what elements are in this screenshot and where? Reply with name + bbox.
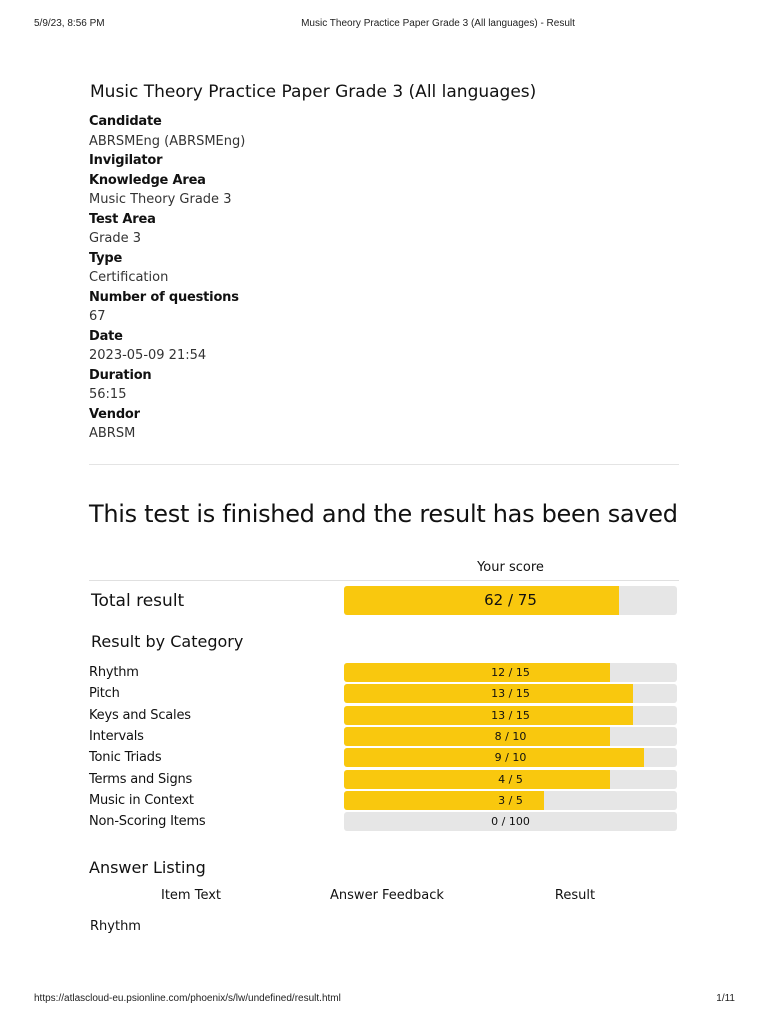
vendor-label: Vendor: [89, 406, 140, 422]
section-divider: [89, 464, 679, 465]
category-name: Terms and Signs: [89, 772, 193, 787]
date-label: Date: [89, 328, 123, 344]
print-url: https://atlascloud-eu.psionline.com/phoenix/s/lw/undefined/result.html: [34, 993, 341, 1004]
date-value: 2023-05-09 21:54: [89, 348, 207, 363]
category-name: Rhythm: [89, 665, 139, 680]
duration-label: Duration: [89, 367, 152, 383]
category-score-bar: [344, 684, 677, 703]
score-header-rule: [89, 580, 679, 581]
category-score-bar: [344, 812, 677, 831]
invigilator-label: Invigilator: [89, 153, 163, 168]
category-name: Intervals: [89, 729, 144, 744]
category-name: Non-Scoring Items: [89, 814, 206, 829]
category-score-value: 12 / 15: [491, 666, 530, 679]
answer-listing-heading: Answer Listing: [89, 858, 206, 877]
test-area-value: Grade 3: [89, 231, 142, 246]
category-score-bar: [344, 727, 677, 746]
total-result-label: Total result: [91, 591, 185, 611]
category-row: [89, 684, 679, 703]
category-score-value: 13 / 15: [491, 687, 530, 700]
candidate-label: Candidate: [89, 114, 162, 129]
print-datetime: 5/9/23, 8:56 PM: [34, 18, 105, 29]
knowledge-area-value: Music Theory Grade 3: [89, 192, 232, 207]
category-row: [89, 727, 679, 746]
test-area-label: Test Area: [89, 211, 156, 227]
vendor-value: ABRSM: [89, 426, 136, 441]
column-answer-feedback: Answer Feedback: [330, 888, 444, 903]
question-count-value: 67: [89, 309, 106, 324]
knowledge-area-label: Knowledge Area: [89, 172, 206, 188]
question-count-label: Number of questions: [89, 289, 239, 305]
category-name: Music in Context: [89, 793, 194, 808]
category-name: Tonic Triads: [89, 750, 162, 765]
type-value: Certification: [89, 270, 169, 285]
category-row: [89, 706, 679, 725]
candidate-value: ABRSMEng (ABRSMEng): [89, 133, 246, 149]
print-page-title: Music Theory Practice Paper Grade 3 (All languages) - Result: [301, 18, 575, 29]
category-score-value: 3 / 5: [498, 794, 523, 807]
exam-title: Music Theory Practice Paper Grade 3 (All languages): [90, 82, 537, 102]
category-score-bar: [344, 748, 677, 767]
category-row: [89, 770, 679, 789]
print-page-number: 1/11: [716, 993, 735, 1004]
category-score-bar: [344, 770, 677, 789]
category-score-value: 13 / 15: [491, 709, 530, 722]
category-name: Pitch: [89, 686, 120, 701]
category-score-value: 8 / 10: [494, 730, 527, 743]
category-score-value: 9 / 10: [494, 751, 527, 764]
category-row: [89, 663, 679, 682]
result-saved-heading: This test is finished and the result has been saved: [89, 500, 678, 528]
category-heading: Result by Category: [91, 632, 244, 651]
category-score-bar: [344, 706, 677, 725]
column-result: Result: [554, 888, 596, 903]
type-label: Type: [89, 250, 123, 266]
category-score-bar: [344, 663, 677, 682]
exam-details: [89, 112, 649, 444]
category-row: [89, 812, 679, 831]
category-row: [89, 791, 679, 810]
category-score-value: 4 / 5: [498, 773, 523, 786]
category-score-value: 0 / 100: [491, 815, 530, 828]
score-column-header: Your score: [477, 560, 544, 575]
category-name: Keys and Scales: [89, 708, 191, 723]
total-score-value: 62 / 75: [484, 591, 537, 609]
answer-section-title: Rhythm: [90, 919, 141, 934]
column-item-text: Item Text: [160, 888, 222, 903]
duration-value: 56:15: [89, 387, 127, 402]
category-score-bar: [344, 791, 677, 810]
total-score-bar: [344, 586, 677, 615]
category-row: [89, 748, 679, 767]
